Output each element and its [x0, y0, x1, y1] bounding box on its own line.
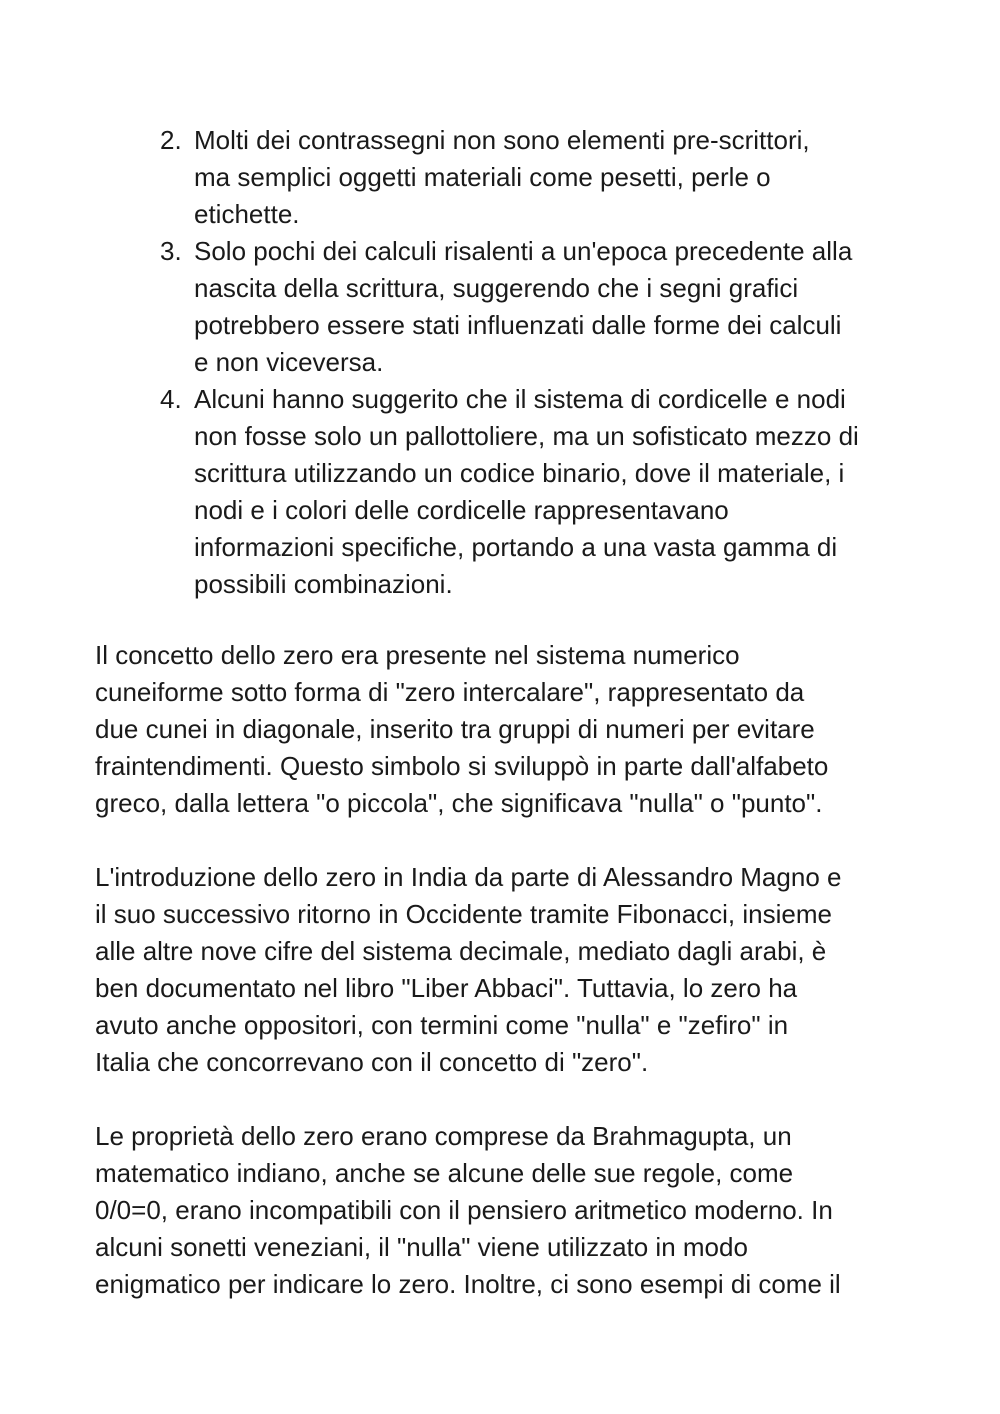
list-item [160, 122, 920, 233]
list-item [160, 233, 920, 381]
list-item-text: Solo pochi dei calculi risalenti a un'epoca precedente alla nascita della scrittura, suggerendo che i segni grafici potrebbero essere stati influenzati dalle forme dei calculi e non viceversa. [194, 236, 853, 377]
list-item [160, 381, 920, 603]
paragraph-zero-india: L'introduzione dello zero in India da parte di Alessandro Magno e il suo successivo ritorno in Occidente tramite Fibonacci, insieme alle altre nove cifre del sistema decimale, mediato dagli arabi, è ben documentato nel libro "Liber Abbaci". Tuttavia, lo zero ha avuto anche oppositori, con termini come "nulla" e "zefiro" in Italia che concorrevano con il concetto di "zero". [95, 862, 842, 1077]
paragraph-zero-brahmagupta: Le proprietà dello zero erano comprese da Brahmagupta, un matematico indiano, anche se alcune delle sue regole, come 0/0=0, erano incompatibili con il pensiero aritmetico moderno. In alcuni sonetti veneziani, il "nulla" viene utilizzato in modo enigmatico per indicare lo zero. Inoltre, ci sono esempi di come il [95, 1121, 841, 1299]
numbered-list [160, 122, 920, 603]
list-item-text: Molti dei contrassegni non sono elementi pre-scrittori, ma semplici oggetti materiali come pesetti, perle o etichette. [194, 125, 810, 229]
paragraph-zero-cuneiform: Il concetto dello zero era presente nel sistema numerico cuneiforme sotto forma di "zero intercalare", rappresentato da due cunei in diagonale, inserito tra gruppi di numeri per evitare fraintendimenti. Questo simbolo si sviluppò in parte dall'alfabeto greco, dalla lettera "o piccola", che significava "nulla" o "punto". [95, 640, 829, 818]
list-item-text: Alcuni hanno suggerito che il sistema di cordicelle e nodi non fosse solo un pallottoliere, ma un sofisticato mezzo di scrittura utilizzando un codice binario, dove il materiale, i nodi e i colori delle cordicelle rappresentavano informazioni specifiche, portando a una vasta gamma di possibili combinazioni. [194, 384, 859, 599]
list-item-number: 4. [160, 384, 182, 414]
list-item-number: 2. [160, 125, 182, 155]
list-item-number: 3. [160, 236, 182, 266]
